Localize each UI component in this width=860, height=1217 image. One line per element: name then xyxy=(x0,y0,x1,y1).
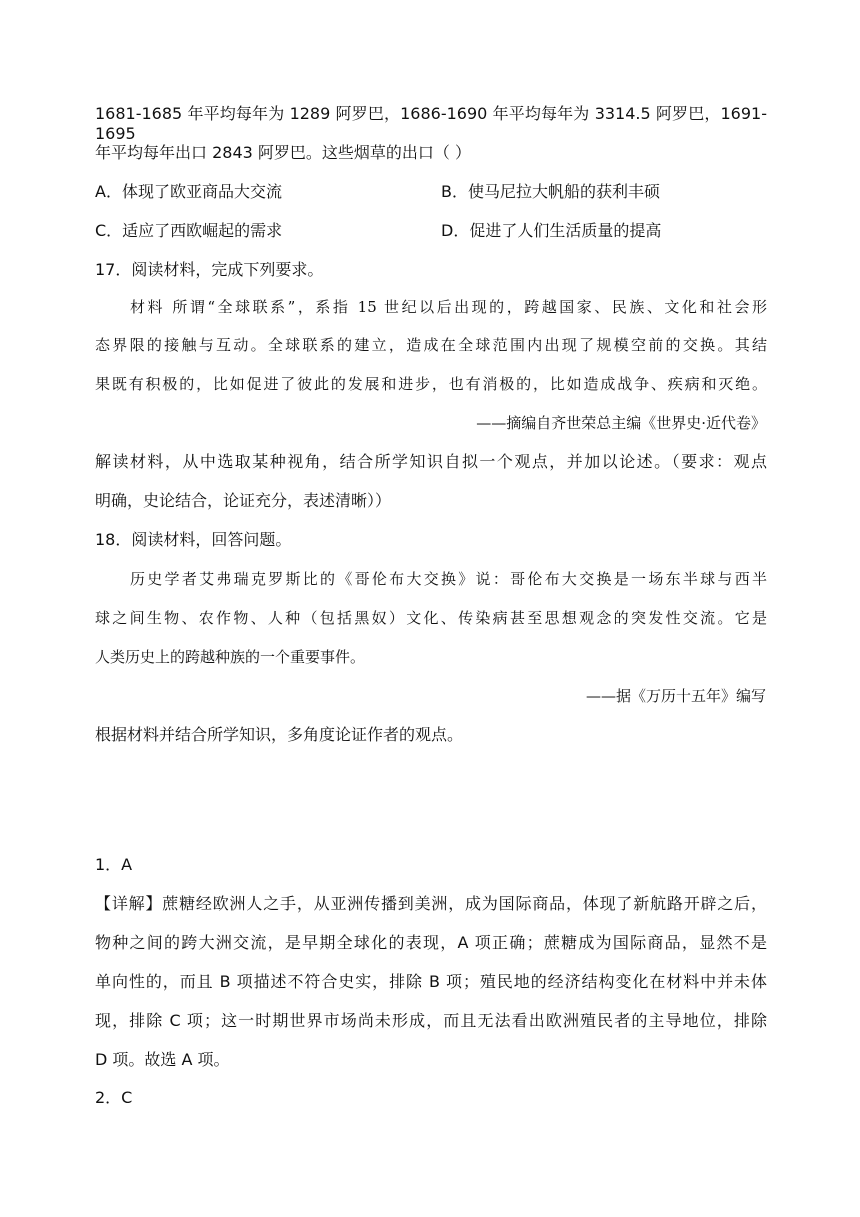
answer-1-line-4: 现，排除 C 项；这一时期世界市场尚未形成，而且无法看出欧洲殖民者的主导地位，排除 xyxy=(95,1011,767,1030)
q18-material-line-3: 人类历史上的跨越种族的一个重要事件。 xyxy=(95,648,366,666)
answer-1-line-3: 单向性的，而且 B 项描述不符合史实，排除 B 项；殖民地的经济结构变化在材料中并未体 xyxy=(95,972,767,991)
q17-heading: 17．阅读材料，完成下列要求。 xyxy=(95,260,324,279)
q18-heading: 18．阅读材料，回答问题。 xyxy=(95,530,292,549)
q17-task-line-1: 解读材料，从中选取某种视角，结合所学知识自拟一个观点，并加以论述。（要求：观点 xyxy=(95,452,767,471)
answer-1-line-1: 【详解】蔗糖经欧洲人之手，从亚洲传播到美洲，成为国际商品，体现了新航路开辟之后， xyxy=(95,894,767,913)
q18-task: 根据材料并结合所学知识，多角度论证作者的观点。 xyxy=(95,725,464,744)
q16-stem-line-2: 年平均每年出口 2843 阿罗巴。这些烟草的出口（ ） xyxy=(95,143,471,162)
answer-1-line-2: 物种之间的跨大洲交流，是早期全球化的表现，A 项正确；蔗糖成为国际商品，显然不是 xyxy=(95,933,767,952)
answer-2-heading: 2．C xyxy=(95,1088,133,1107)
q16-stem-line-1: 1681-1685 年平均每年为 1289 阿罗巴，1686-1690 年平均每年为 3314.5 阿罗巴，1691-1695 xyxy=(95,104,767,143)
q16-option-c: C．适应了西欧崛起的需求 xyxy=(95,221,283,240)
q17-source: ——摘编自齐世荣总主编《世界史·近代卷》 xyxy=(476,414,766,432)
q17-material-line-1: 材料 所谓“全球联系”，系指 15 世纪以后出现的，跨越国家、民族、文化和社会形 xyxy=(130,298,767,316)
q16-option-d: D．促进了人们生活质量的提高 xyxy=(441,221,662,240)
q18-material-line-1: 历史学者艾弗瑞克罗斯比的《哥伦布大交换》说：哥伦布大交换是一场东半球与西半 xyxy=(130,570,767,588)
q18-material-line-2: 球之间生物、农作物、人种（包括黑奴）文化、传染病甚至思想观念的突发性交流。它是 xyxy=(95,609,767,627)
q18-source: ——据《万历十五年》编写 xyxy=(585,687,766,705)
q16-option-b: B．使马尼拉大帆船的获利丰硕 xyxy=(441,182,660,201)
answer-1-line-5: D 项。故选 A 项。 xyxy=(95,1050,230,1069)
q17-material-line-2: 态界限的接触与互动。全球联系的建立，造成在全球范围内出现了规模空前的交换。其结 xyxy=(95,336,767,354)
answer-1-heading: 1．A xyxy=(95,855,133,874)
q17-material-line-3: 果既有积极的，比如促进了彼此的发展和进步，也有消极的，比如造成战争、疾病和灭绝。 xyxy=(95,375,767,393)
q17-task-line-2: 明确，史论结合，论证充分，表述清晰）） xyxy=(95,491,392,510)
q16-option-a: A．体现了欧亚商品大交流 xyxy=(95,182,282,201)
